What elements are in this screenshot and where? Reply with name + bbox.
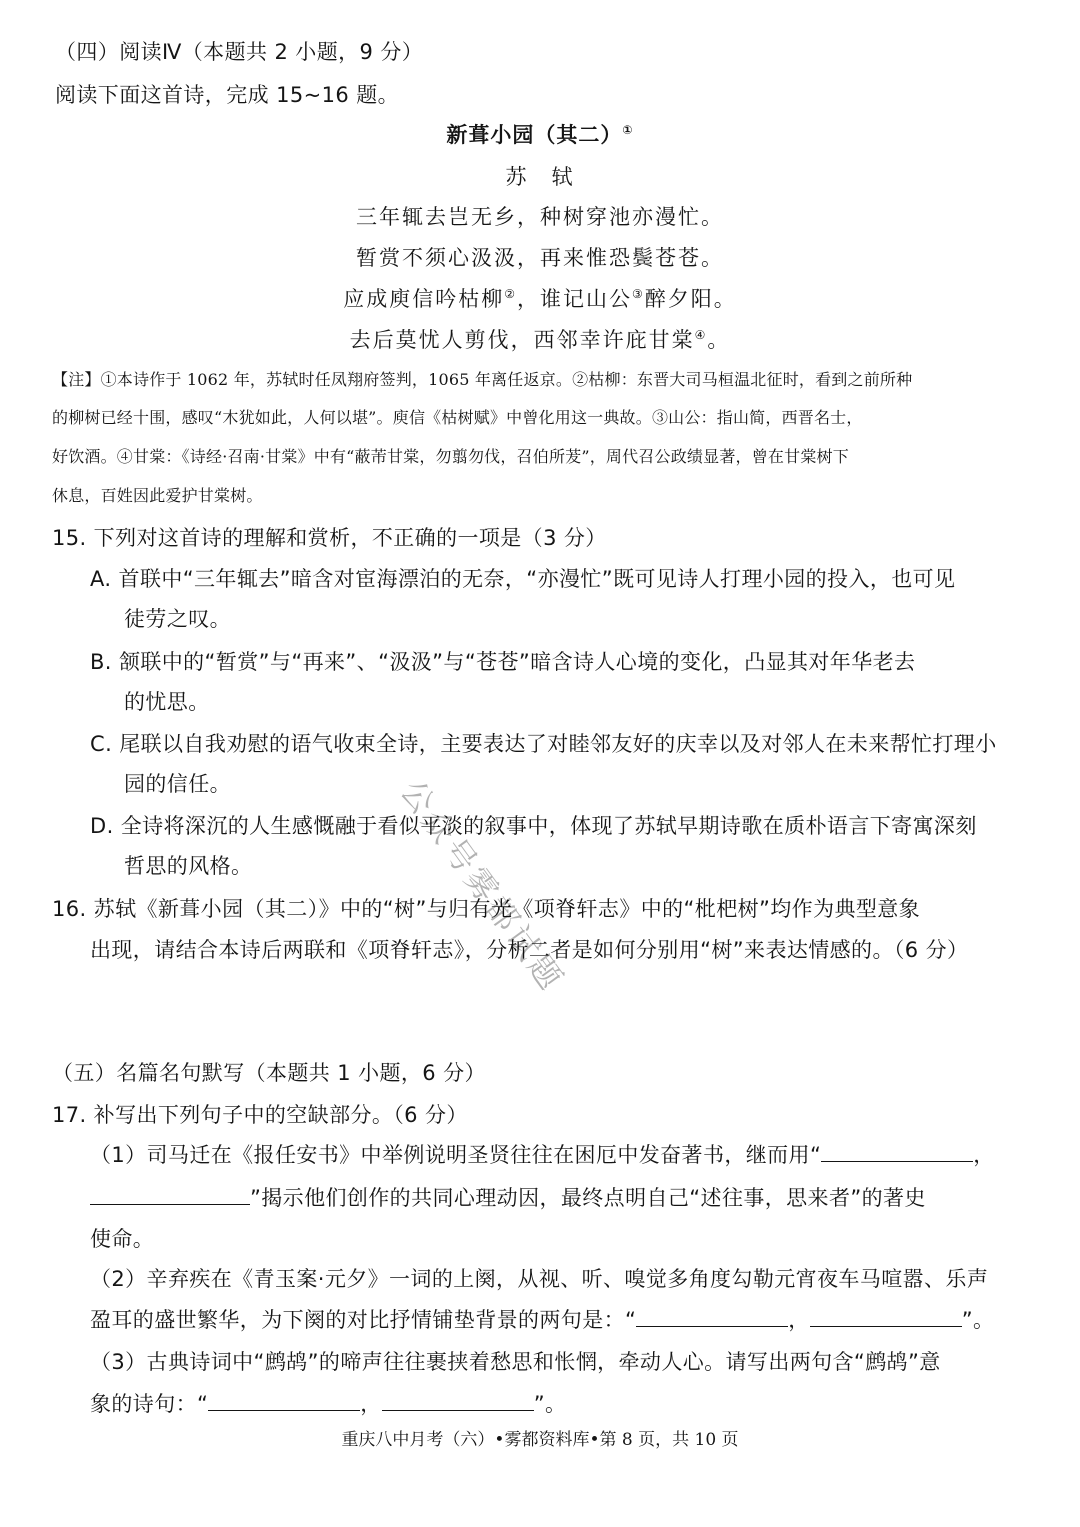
option-d-cont: 哲思的风格。 bbox=[124, 854, 253, 878]
q17-part-2-cont: 盈耳的盛世繁华，为下阕的对比抒情铺垫背景的两句是：“ ， ”。 bbox=[90, 1308, 995, 1332]
note-line: 好饮酒。④甘棠：《诗经·召南·甘棠》中有“蔽芾甘棠，勿翦勿伐，召伯所茇”，周代召公政绩显著，曾在甘棠树下 bbox=[52, 447, 849, 466]
poem-line: 暂赏不须心汲汲，再来惟恐鬓苍苍。 bbox=[356, 246, 724, 270]
q17-part-3: （3）古典诗词中“鹧鸪”的啼声往往裹挟着愁思和怅惘，牵动人心。请写出两句含“鹧鸪”意 bbox=[90, 1350, 941, 1374]
section-5-heading: （五）名篇名句默写（本题共 1 小题，6 分） bbox=[52, 1061, 486, 1085]
note-line: 的柳树已经十围，感叹“木犹如此，人何以堪”。庾信《枯树赋》中曾化用这一典故。③山公：指山简，西晋名士， bbox=[52, 408, 863, 427]
answer-blank[interactable] bbox=[636, 1306, 788, 1327]
answer-blank[interactable] bbox=[810, 1306, 962, 1327]
option-c-cont: 园的信任。 bbox=[124, 772, 231, 796]
q17-part-1: （1）司马迁在《报任安书》中举例说明圣贤往往在困厄中发奋著书，继而用“ ， bbox=[90, 1143, 995, 1167]
page-footer: 重庆八中月考（六）•雾都资料库•第 8 页，共 10 页 bbox=[341, 1430, 739, 1450]
section-4-heading: （四）阅读Ⅳ（本题共 2 小题，9 分） bbox=[55, 40, 424, 64]
poem-title: 新葺小园（其二）① bbox=[446, 123, 634, 147]
poem-author: 苏 轼 bbox=[505, 165, 575, 189]
poem-line: 应成庾信吟枯柳②，谁记山公③醉夕阳。 bbox=[343, 287, 737, 311]
watermark: 公众号雾都试题 bbox=[393, 773, 572, 1000]
answer-blank[interactable] bbox=[382, 1390, 534, 1411]
question-17-stem: 17. 补写出下列句子中的空缺部分。（6 分） bbox=[52, 1103, 468, 1127]
option-d: D. 全诗将深沉的人生感慨融于看似平淡的叙事中，体现了苏轼早期诗歌在质朴语言下寄寓深刻 bbox=[90, 814, 977, 838]
option-c: C. 尾联以自我劝慰的语气收束全诗，主要表达了对睦邻友好的庆幸以及对邻人在未来帮忙打理小 bbox=[90, 732, 997, 756]
option-b-cont: 的忧思。 bbox=[124, 690, 210, 714]
answer-blank[interactable] bbox=[90, 1184, 250, 1205]
q17-part-1-cont: ”揭示他们创作的共同心理动因，最终点明自己“述往事，思来者”的著史 bbox=[90, 1184, 926, 1212]
option-a-cont: 徒劳之叹。 bbox=[124, 607, 231, 631]
q17-part-1-end: 使命。 bbox=[90, 1227, 155, 1251]
question-16-stem: 16. 苏轼《新葺小园（其二）》中的“树”与归有光《项脊轩志》中的“枇杷树”均作为典型意象 bbox=[52, 897, 921, 921]
poem-line: 三年辄去岂无乡，种树穿池亦漫忙。 bbox=[356, 205, 724, 229]
q17-part-2: （2）辛弃疾在《青玉案·元夕》一词的上阕，从视、听、嗅觉多角度勾勒元宵夜车马喧嚣、乐声 bbox=[90, 1267, 989, 1291]
option-a: A. 首联中“三年辄去”暗含对宦海漂泊的无奈，“亦漫忙”既可见诗人打理小园的投入，也可见 bbox=[90, 567, 956, 591]
question-16-stem-cont: 出现，请结合本诗后两联和《项脊轩志》，分析二者是如何分别用“树”来表达情感的。（6 分） bbox=[90, 938, 969, 962]
option-b: B. 颔联中的“暂赏”与“再来”、“汲汲”与“苍苍”暗含诗人心境的变化，凸显其对年华老去 bbox=[90, 650, 916, 674]
q17-part-3-cont: 象的诗句：“ ， ”。 bbox=[90, 1392, 567, 1416]
note-line: 休息，百姓因此爱护甘棠树。 bbox=[52, 486, 263, 505]
question-15-stem: 15. 下列对这首诗的理解和赏析，不正确的一项是（3 分） bbox=[52, 526, 607, 550]
poem-line: 去后莫忧人剪伐，西邻幸许庇甘棠④。 bbox=[349, 328, 731, 352]
answer-blank[interactable] bbox=[821, 1141, 973, 1162]
note-line: 【注】①本诗作于 1062 年，苏轼时任凤翔府签判，1065 年离任返京。②枯柳：东晋大司马桓温北征时，看到之前所种 bbox=[52, 370, 913, 389]
reading-instruction: 阅读下面这首诗，完成 15~16 题。 bbox=[55, 83, 399, 107]
answer-blank[interactable] bbox=[208, 1390, 360, 1411]
